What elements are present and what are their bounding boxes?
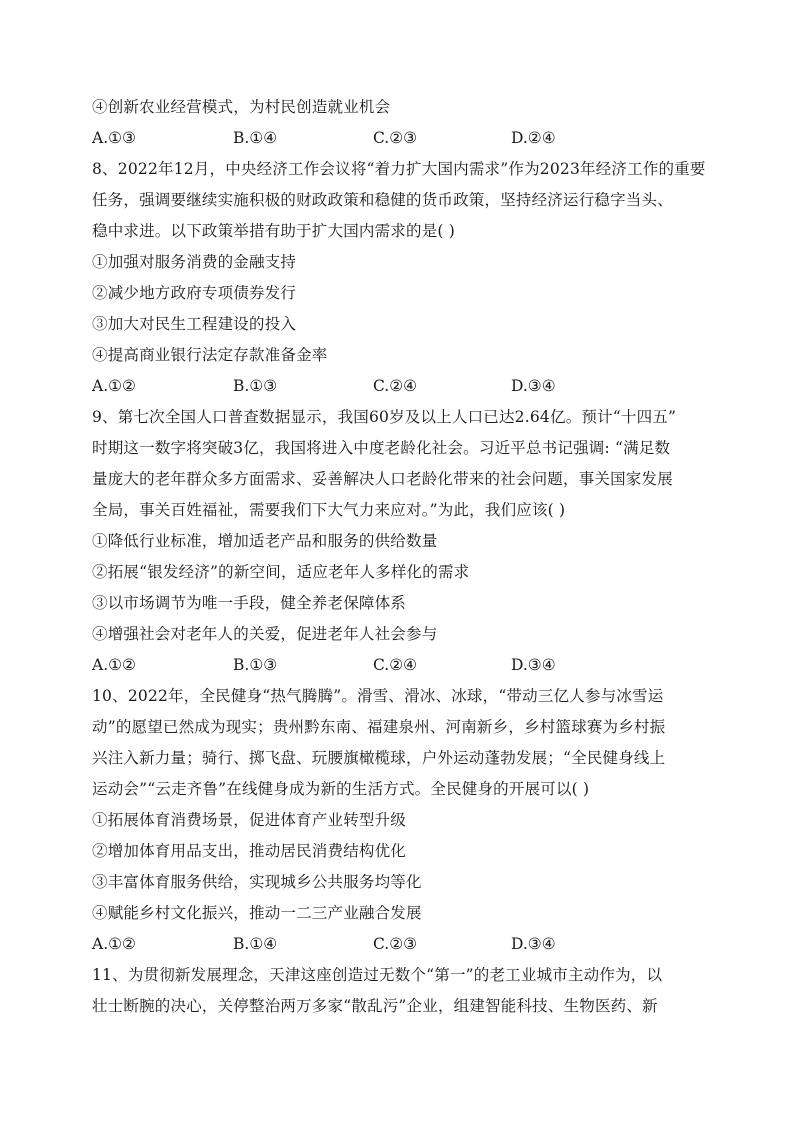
q8-item-3: ③加大对民生工程建设的投入 xyxy=(92,315,297,333)
q9-stem-line-3: 量庞大的老年群众多方面需求、妥善解决人口老龄化带来的社会问题，事关国家发展 xyxy=(92,470,673,488)
q10-item-1: ①拓展体育消费场景，促进体育产业转型升级 xyxy=(92,811,407,829)
q11-stem-line-1: 11、为贯彻新发展理念，天津这座创造过无数个“第一”的老工业城市主动作为，以 xyxy=(92,966,663,984)
q11-stem-line-2: 壮士断腕的决心，关停整治两万多家“散乱污”企业，组建智能科技、生物医药、新 xyxy=(92,997,658,1015)
exam-page xyxy=(92,92,706,1022)
q10-option-d: D.③④ xyxy=(511,935,556,953)
q8-stem-line-2: 任务，强调要继续实施积极的财政政策和稳健的货币政策，坚持经济运行稳字当头、 xyxy=(92,191,673,209)
q8-stem-line-1: 8、2022年12月，中央经济工作会议将“着力扩大国内需求”作为2023年经济工作的重要 xyxy=(92,160,706,178)
q7-option-a: A.①③ xyxy=(92,129,136,147)
q7-option-b: B.①④ xyxy=(233,129,278,147)
q10-item-3: ③丰富体育服务供给，实现城乡公共服务均等化 xyxy=(92,873,422,891)
q9-stem-line-1: 9、第七次全国人口普查数据显示，我国60岁及以上人口已达2.64亿。预计“十四五” xyxy=(92,408,677,426)
q10-option-b: B.①④ xyxy=(233,935,278,953)
q8-option-c: C.②④ xyxy=(373,377,418,395)
q9-item-4: ④增强社会对老年人的关爱，促进老年人社会参与 xyxy=(92,625,438,643)
q7-option-d: D.②④ xyxy=(511,129,556,147)
q9-option-d: D.③④ xyxy=(511,656,556,674)
q9-option-c: C.②④ xyxy=(373,656,418,674)
q8-option-d: D.③④ xyxy=(511,377,556,395)
q9-option-b: B.①③ xyxy=(233,656,278,674)
q9-item-1: ①降低行业标准，增加适老产品和服务的供给数量 xyxy=(92,532,438,550)
q9-stem-line-2: 时期这一数字将突破3亿，我国将进入中度老龄化社会。习近平总书记强调: “满足数 xyxy=(92,439,671,457)
q8-item-2: ②减少地方政府专项债券发行 xyxy=(92,284,297,302)
q10-stem-line-4: 运动会”“云走齐鲁”在线健身成为新的生活方式。全民健身的开展可以( ) xyxy=(92,780,590,798)
q10-stem-line-1: 10、2022年，全民健身“热气腾腾”。滑雪、滑冰、冰球，“带动三亿人参与冰雪运 xyxy=(92,687,664,705)
q7-options xyxy=(92,123,702,154)
q8-options xyxy=(92,371,702,402)
q10-stem-line-3: 兴注入新力量；骑行、掷飞盘、玩腰旗橄榄球，户外运动蓬勃发展；“全民健身线上 xyxy=(92,749,666,767)
q9-stem-line-4: 全局，事关百姓福祉，需要我们下大气力来应对。”为此，我们应该( ) xyxy=(92,501,566,519)
q10-item-4: ④赋能乡村文化振兴，推动一二三产业融合发展 xyxy=(92,904,422,922)
q8-item-4: ④提高商业银行法定存款准备金率 xyxy=(92,346,328,364)
q8-item-1: ①加强对服务消费的金融支持 xyxy=(92,253,297,271)
q9-item-3: ③以市场调节为唯一手段，健全养老保障体系 xyxy=(92,594,407,612)
q10-option-c: C.②③ xyxy=(373,935,418,953)
q8-option-a: A.①② xyxy=(92,377,136,395)
q9-item-2: ②拓展“银发经济”的新空间，适应老年人多样化的需求 xyxy=(92,563,470,581)
q10-stem-line-2: 动”的愿望已然成为现实；贵州黔东南、福建泉州、河南新乡，乡村篮球赛为乡村振 xyxy=(92,718,666,736)
q7-option-c: C.②③ xyxy=(373,129,418,147)
q9-options xyxy=(92,650,702,681)
q9-option-a: A.①② xyxy=(92,656,136,674)
q10-item-2: ②增加体育用品支出，推动居民消费结构优化 xyxy=(92,842,407,860)
q10-options xyxy=(92,929,702,960)
q10-option-a: A.①② xyxy=(92,935,136,953)
q8-stem-line-3: 稳中求进。以下政策举措有助于扩大国内需求的是( ) xyxy=(92,222,456,240)
q7-item-4: ④创新农业经营模式，为村民创造就业机会 xyxy=(92,98,391,116)
q8-option-b: B.①③ xyxy=(233,377,278,395)
